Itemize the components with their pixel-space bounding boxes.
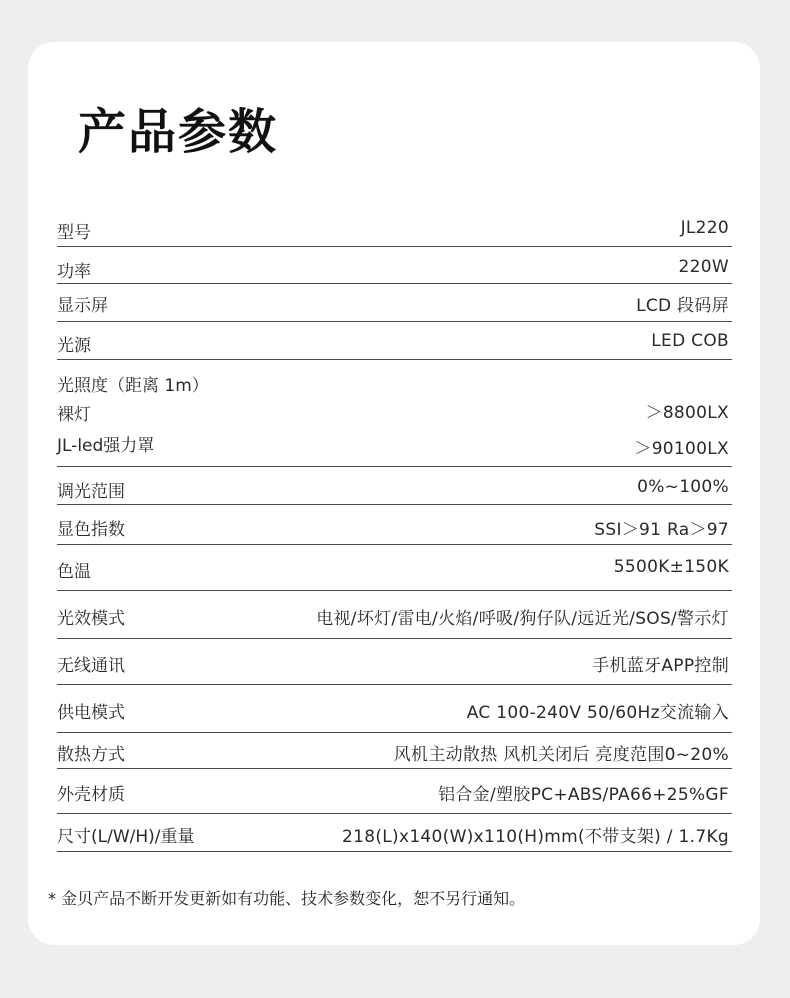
spec-row-power [57, 247, 732, 284]
spec-label: 显示屏 [57, 296, 108, 316]
spec-value: 220W [678, 257, 729, 277]
spec-value: 5500K±150K [613, 557, 729, 577]
spec-sublabel-bare: 裸灯 [57, 405, 91, 425]
spec-value: 手机蓝牙APP控制 [592, 656, 729, 676]
spec-row-cri [57, 505, 732, 545]
spec-label: 无线通讯 [57, 656, 125, 676]
spec-value: 风机主动散热 风机关闭后 亮度范围0~20% [393, 745, 729, 765]
spec-value: 218(L)x140(W)x110(H)mm(不带支架) / 1.7Kg [341, 827, 729, 847]
spec-label: 调光范围 [57, 482, 125, 502]
spec-label: 散热方式 [57, 745, 125, 765]
spec-label: 光照度（距离 1m） [57, 376, 209, 396]
spec-value: LED COB [651, 331, 729, 351]
spec-table [28, 42, 760, 945]
spec-label: 型号 [57, 223, 91, 243]
spec-value: 铝合金/塑胶PC+ABS/PA66+25%GF [438, 785, 729, 805]
spec-row-model [57, 210, 732, 247]
spec-row-light-source [57, 322, 732, 360]
spec-row-illuminance [57, 360, 732, 467]
spec-value: LCD 段码屏 [636, 296, 729, 316]
spec-label: 色温 [57, 562, 91, 582]
spec-value: AC 100-240V 50/60Hz交流输入 [466, 703, 729, 723]
spec-label: 显色指数 [57, 520, 125, 540]
spec-row-effects [57, 591, 732, 639]
spec-card [28, 42, 760, 945]
disclaimer-note: * 金贝产品不断开发更新如有功能、技术参数变化，恕不另行通知。 [48, 889, 526, 908]
spec-value: JL220 [680, 218, 729, 238]
spec-value: 电视/坏灯/雷电/火焰/呼吸/狗仔队/远近光/SOS/警示灯 [316, 609, 729, 629]
spec-label: 功率 [57, 262, 91, 282]
spec-row-dimming [57, 467, 732, 505]
spec-value-reflector: ＞90100LX [634, 439, 729, 459]
spec-label: 尺寸(L/W/H)/重量 [57, 827, 195, 847]
spec-value: SSI＞91 Ra＞97 [594, 520, 729, 540]
page-title: 产品参数 [78, 104, 279, 160]
spec-row-cooling [57, 733, 732, 769]
spec-row-housing [57, 769, 732, 814]
spec-label: 供电模式 [57, 703, 125, 723]
spec-value: 0%~100% [637, 477, 729, 497]
spec-value-bare: ＞8800LX [645, 403, 729, 423]
spec-row-wireless [57, 639, 732, 685]
spec-label: 光效模式 [57, 609, 125, 629]
spec-sublabel-reflector: JL-led强力罩 [57, 436, 155, 456]
spec-row-color-temp [57, 545, 732, 591]
spec-label: 光源 [57, 336, 91, 356]
spec-label: 外壳材质 [57, 785, 125, 805]
spec-row-power-supply [57, 685, 732, 733]
spec-row-size-weight [57, 814, 732, 852]
spec-row-display [57, 284, 732, 322]
